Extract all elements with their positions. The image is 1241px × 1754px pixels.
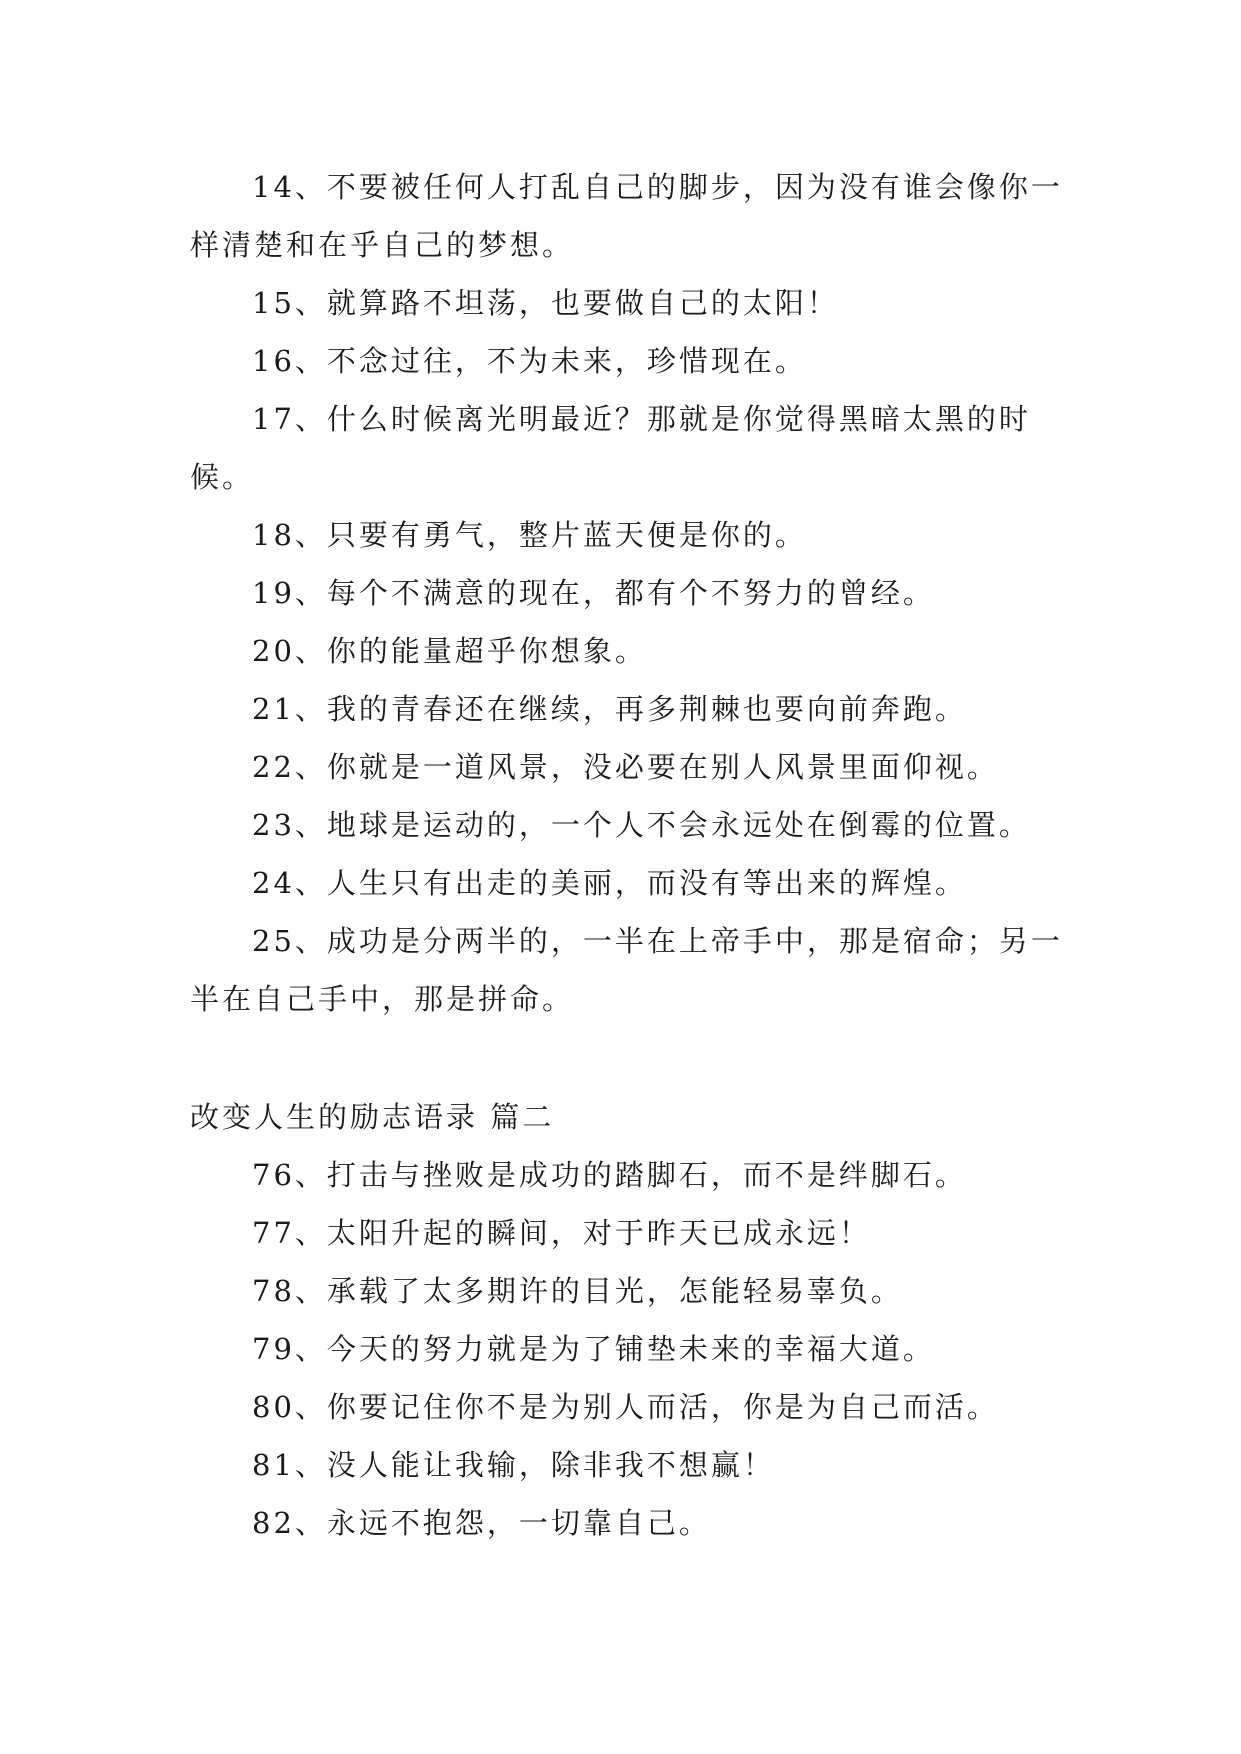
quote-76: 76、打击与挫败是成功的踏脚石，而不是绊脚石。 (252, 1158, 967, 1192)
quote-20: 20、你的能量超乎你想象。 (252, 634, 647, 668)
quote-81: 81、没人能让我输，除非我不想赢！ (252, 1448, 775, 1482)
quote-82: 82、永远不抱怨，一切靠自己。 (252, 1506, 711, 1540)
quote-17: 17、什么时候离光明最近？那就是你觉得黑暗太黑的时候。 (190, 402, 1031, 494)
quote-14: 14、不要被任何人打乱自己的脚步，因为没有谁会像你一样清楚和在乎自己的梦想。 (190, 170, 1063, 262)
quote-18: 18、只要有勇气，整片蓝天便是你的。 (252, 518, 807, 552)
quote-79: 79、今天的努力就是为了铺垫未来的幸福大道。 (252, 1332, 935, 1366)
quote-24: 24、人生只有出走的美丽，而没有等出来的辉煌。 (252, 866, 967, 900)
quote-16: 16、不念过往，不为未来，珍惜现在。 (252, 344, 807, 378)
quote-22: 22、你就是一道风景，没必要在别人风景里面仰视。 (252, 750, 999, 784)
quote-80: 80、你要记住你不是为别人而活，你是为自己而活。 (252, 1390, 999, 1424)
quote-19: 19、每个不满意的现在，都有个不努力的曾经。 (252, 576, 935, 610)
quote-21: 21、我的青春还在继续，再多荆棘也要向前奔跑。 (252, 692, 967, 726)
quote-78: 78、承载了太多期许的目光，怎能轻易辜负。 (252, 1274, 903, 1308)
document-body (190, 158, 1070, 1552)
section-heading: 改变人生的励志语录 篇二 (190, 1100, 555, 1134)
quote-77: 77、太阳升起的瞬间，对于昨天已成永远！ (252, 1216, 871, 1250)
quote-15: 15、就算路不坦荡，也要做自己的太阳！ (252, 286, 839, 320)
quote-23: 23、地球是运动的，一个人不会永远处在倒霉的位置。 (252, 808, 1031, 842)
quote-25: 25、成功是分两半的，一半在上帝手中，那是宿命；另一半在自己手中，那是拼命。 (190, 924, 1063, 1016)
